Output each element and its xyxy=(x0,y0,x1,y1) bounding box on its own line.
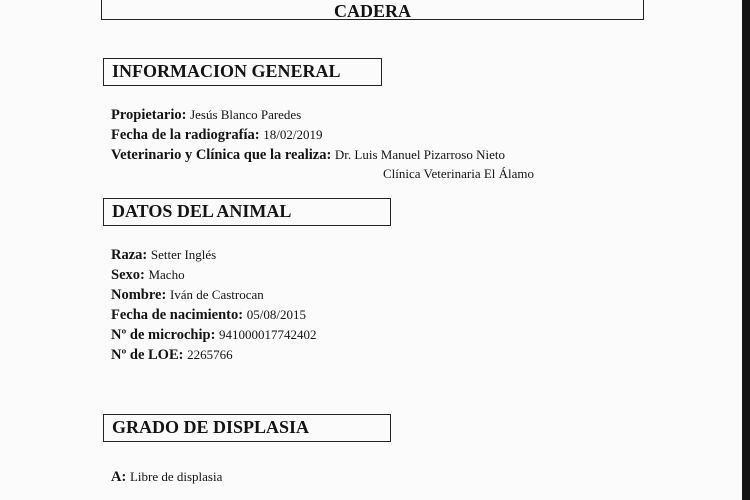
raza-row xyxy=(111,246,216,264)
fecha-nacimiento-label: Fecha de nacimiento: xyxy=(111,307,244,323)
microchip-value: 941000017742402 xyxy=(219,327,317,342)
nombre-label: Nombre: xyxy=(111,287,167,303)
title-box xyxy=(101,0,644,20)
propietario-row xyxy=(111,106,301,124)
document-title: CADERA xyxy=(333,1,411,21)
microchip-row xyxy=(111,326,317,344)
grado-row xyxy=(111,468,222,486)
clinica-value: Clínica Veterinaria El Álamo xyxy=(383,166,535,181)
nombre-row xyxy=(111,286,264,304)
sexo-value: Macho xyxy=(148,267,185,282)
fecha-nacimiento-row xyxy=(111,306,306,324)
section-heading-informacion-general: INFORMACION GENERAL xyxy=(103,58,382,86)
veterinario-row xyxy=(111,146,505,164)
propietario-label: Propietario: xyxy=(111,107,187,123)
section-heading-grado-displasia: GRADO DE DISPLASIA xyxy=(103,414,391,442)
sexo-label: Sexo: xyxy=(111,267,145,283)
veterinario-label: Veterinario y Clínica que la realiza: xyxy=(111,147,332,163)
grado-value: Libre de displasia xyxy=(129,469,223,484)
propietario-value: Jesús Blanco Paredes xyxy=(190,107,302,122)
loe-label: Nº de LOE: xyxy=(111,347,184,363)
section-heading-datos-animal: DATOS DEL ANIMAL xyxy=(103,198,391,226)
raza-value: Setter Inglés xyxy=(150,247,217,262)
fecha-radiografia-label: Fecha de la radiografía: xyxy=(111,127,260,143)
fecha-radiografia-row xyxy=(111,126,322,144)
loe-value: 2265766 xyxy=(187,347,233,362)
fecha-radiografia-value: 18/02/2019 xyxy=(263,127,323,142)
fecha-nacimiento-value: 05/08/2015 xyxy=(246,307,306,322)
scan-border xyxy=(742,0,750,500)
raza-label: Raza: xyxy=(111,247,148,263)
veterinario-value: Dr. Luis Manuel Pizarroso Nieto xyxy=(334,147,505,162)
nombre-value: Iván de Castrocan xyxy=(169,287,264,302)
sexo-row xyxy=(111,266,185,284)
microchip-label: Nº de microchip: xyxy=(111,327,216,343)
grado-label: A: xyxy=(111,469,127,485)
loe-row xyxy=(111,346,233,364)
